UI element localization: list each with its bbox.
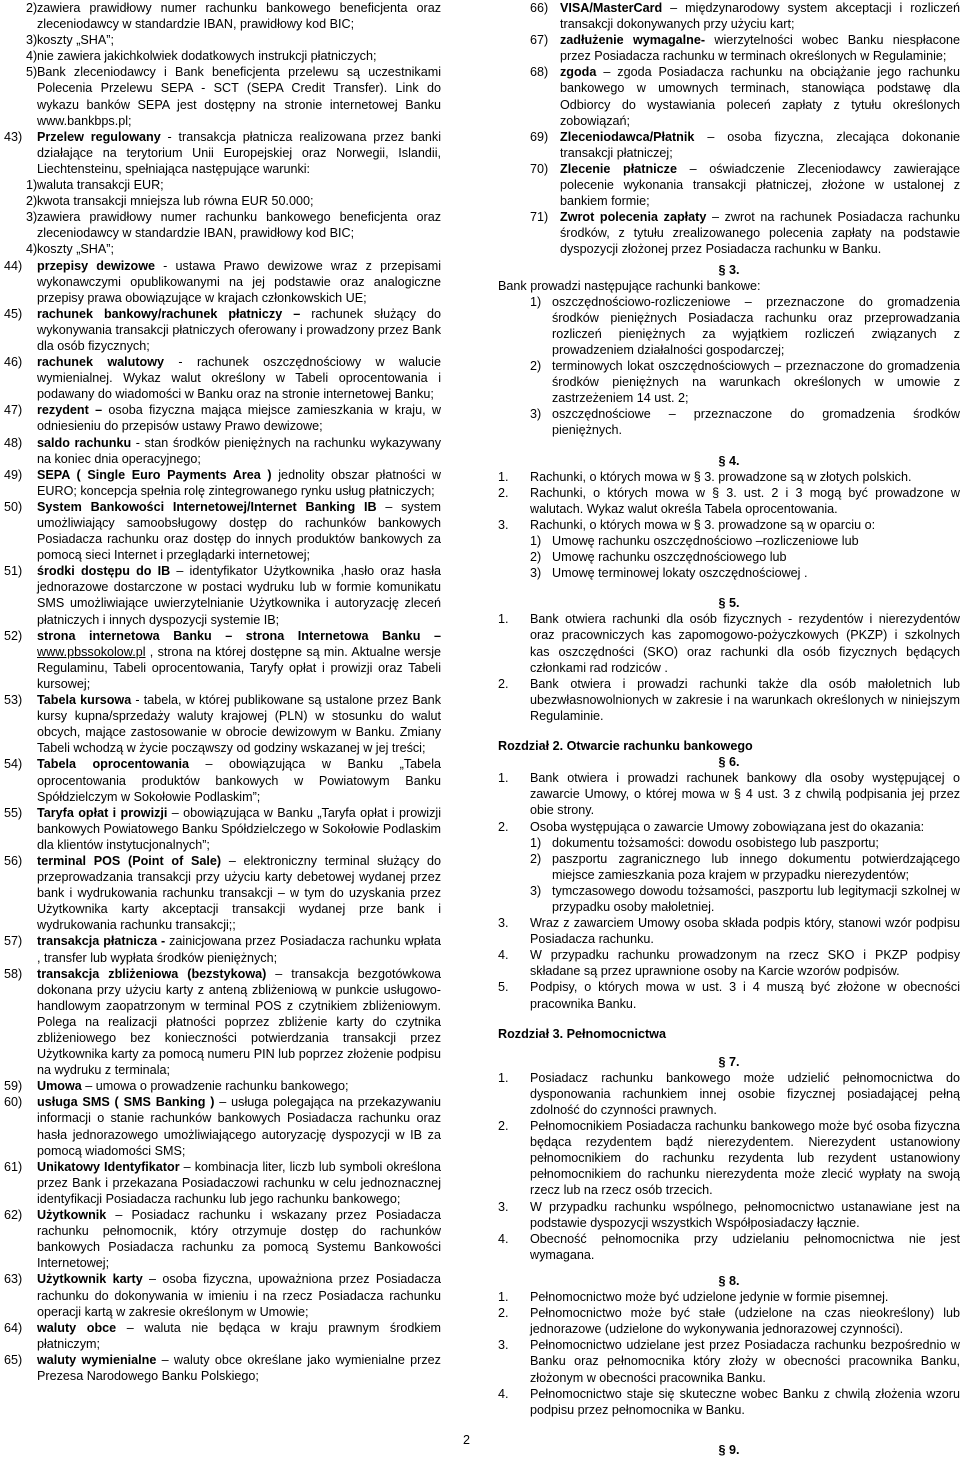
item-number: 66)	[530, 1, 549, 15]
item-text: Bank otwiera rachunki dla osób fizycznych - rezydentów i nierezydentów oraz pracowniczych kas zapomogowo-pożyczkowych (PKZP) i szkolnych kas oszczędności (SKO) oraz rachunki dla osób fizycznych będących członkami rad rodziców .	[530, 612, 960, 675]
item-text	[37, 628, 441, 692]
item-number: 1)	[26, 178, 38, 193]
item-text	[37, 1094, 441, 1158]
list-item	[498, 294, 960, 358]
text-run: - transakcja płatnicza realizowana przez banki działające na terytorium Unii Europejskiej oraz Norwegii, Islandii, Liechtensteinu, spełniająca następujące warunki:	[37, 129, 441, 176]
text-run: – waluty obce określane jako wymienialne przez Prezesa Narodowego Banku Polskiego;	[37, 1352, 441, 1383]
list-item	[498, 549, 960, 565]
page-number: 2	[463, 1433, 471, 1447]
item-number: 2.	[498, 676, 509, 691]
item-text	[37, 435, 441, 467]
item-text: Pełnomocnictwo może być udzielone jedynie w formie pisemnej.	[530, 1290, 889, 1305]
term: rachunek bankowy/rachunek płatniczy –	[37, 306, 301, 321]
item-text: Pełnomocnikiem Posiadacza rachunku bankowego może być osoba fizyczna będąca rezydentem bądź nierezydentem. Nierezydent ustanowiony pełnomocnikiem do rachunku rezydenta lub rezydent ustanowiony pełnomocnikiem do rachunku nierezydenta może zlecić wypłaty na swoją rzecz lub na rzecz osób trzecich.	[530, 1119, 960, 1198]
definition-item	[498, 0, 960, 32]
list-item	[4, 628, 441, 692]
spacer	[498, 724, 960, 738]
right-column	[498, 0, 960, 1458]
item-number: 59)	[4, 1079, 23, 1094]
item-number: 67)	[530, 33, 549, 48]
definition-item	[498, 64, 960, 128]
text-run: – osoba fizyczna, zlecająca dokonanie transakcji płatniczej;	[560, 129, 960, 160]
item-text: Bank otwiera i prowadzi rachunki także dla osób małoletnich lub ubezwłasnowolnionych w zakresie i na warunkach określonych w niniejszym Regulaminie.	[530, 676, 960, 723]
term: System Bankowości Internetowej/Internet Banking IB	[37, 499, 377, 514]
item-text	[560, 129, 960, 161]
list-item	[498, 819, 960, 835]
item-number: 2)	[26, 1, 38, 15]
list-item	[498, 611, 960, 675]
text-run: – osoba fizyczna, upoważniona przez Posiadacza rachunku do dokonywania w imieniu i na rzecz Posiadacza rachunku operacji kartą w zakresie określonym w Umowie;	[37, 1272, 441, 1319]
term: Użytkownik	[37, 1208, 107, 1223]
section-title: § 6.	[718, 755, 740, 770]
item-number: 4.	[498, 1231, 509, 1246]
item-text	[560, 209, 960, 257]
item-number: 5)	[26, 65, 38, 80]
term: transakcja płatnicza -	[37, 934, 166, 949]
text-run: - stan środków pieniężnych na rachunku wykazywany na koniec dnia operacyjnego;	[37, 435, 441, 466]
text-run: – elektroniczny terminal służący do przeprowadzania transakcji przy użyciu karty debetowej wydanej przez bank i wydrukowania rachunku transakcji – w tym do uzyskania przez Użytkownika karty akceptacji transakcji wydanej prze bank i wydrukowania rachunku transakcji;;	[37, 853, 441, 933]
list-item	[4, 209, 441, 241]
item-text	[37, 258, 441, 306]
term: Tabela oprocentowania	[37, 757, 190, 772]
item-text	[37, 402, 441, 434]
item-text	[37, 1271, 441, 1319]
term: Taryfa opłat i prowizji	[37, 805, 168, 820]
list-item	[498, 358, 960, 406]
list-item	[498, 883, 960, 915]
list-item	[498, 851, 960, 883]
term: Przelew regulowany	[37, 129, 161, 144]
text-run: – usługa polegająca na przekazywaniu informacji o stanie rachunków bankowych Posiadacza rachunku oraz hasła jednorazowego umożliwiającego autoryzację dyspozycji w IB za pomocą wiadomości SMS;	[37, 1095, 442, 1158]
item-number: 1.	[498, 612, 509, 627]
item-text	[37, 499, 441, 563]
list-item	[4, 1207, 441, 1271]
item-number: 62)	[4, 1208, 23, 1223]
list-item	[4, 258, 441, 306]
item-number: 61)	[4, 1159, 23, 1174]
definition-item	[498, 161, 960, 209]
item-number: 4.	[498, 1386, 509, 1401]
term: usługa SMS ( SMS Banking )	[37, 1095, 215, 1110]
item-text	[37, 692, 441, 756]
item-number: 55)	[4, 805, 23, 820]
item-text	[37, 64, 441, 128]
item-number: 49)	[4, 467, 23, 482]
list-item	[498, 565, 960, 581]
item-number: 3.	[498, 916, 509, 931]
term: VISA/MasterCard	[560, 1, 663, 15]
item-text	[37, 966, 441, 1079]
item-text: Umowę rachunku oszczędnościowego lub	[552, 550, 787, 565]
item-text	[560, 64, 960, 128]
item-number: 2.	[498, 485, 509, 500]
list-item	[4, 177, 441, 193]
text-run: Bank zleceniodawcy i Bank beneficjenta przelewu są uczestnikami Polecenia Przelewu SEPA - SCT (SEPA Credit Transfer). Link do wykazu banków SEPA jest dostępny na stronie internetowej Banku www.bankbps.pl;	[37, 65, 441, 128]
item-number: 53)	[4, 693, 23, 708]
term: terminal POS (Point of Sale)	[37, 853, 222, 868]
item-text: oszczędnościowo-rozliczeniowe – przeznaczone do gromadzenia środków pieniężnych Posiadacza rachunku oraz przeprowadzania rozliczeń pieniężnych za wyjątkiem rozliczeń związanych z prowadzeniem działalności gospodarczej;	[552, 294, 960, 357]
list-item	[4, 966, 441, 1079]
text-run: - ustawa Prawo dewizowe wraz z przepisami wykonawczymi opublikowanymi na jej podstawie oraz analogiczne przepisy prawa obowiązujące w krajach członkowskich UE;	[37, 258, 441, 305]
item-number: 1.	[498, 1290, 509, 1305]
item-number: 3.	[498, 517, 509, 532]
item-number: 45)	[4, 306, 23, 321]
text-run: kwota transakcji mniejsza lub równa EUR 50.000;	[37, 194, 314, 209]
spacer	[498, 1263, 960, 1273]
item-text: Umowę terminowej lokaty oszczędnościowej .	[552, 566, 808, 581]
section-title: § 7.	[718, 1054, 740, 1069]
term: saldo rachunku	[37, 435, 132, 450]
item-text: dokumentu tożsamości: dowodu osobistego lub paszportu;	[552, 835, 879, 850]
list-item	[4, 129, 441, 177]
list-item	[498, 676, 960, 724]
text-run: zawiera prawidłowy numer rachunku bankowego beneficjenta oraz zleceniodawcy w standardzie IBAN, prawidłowy kod BIC;	[37, 1, 441, 32]
item-number: 4.	[498, 948, 509, 963]
item-number: 3)	[530, 407, 542, 422]
term: Zwrot polecenia zapłaty	[560, 210, 707, 225]
list-item	[4, 435, 441, 467]
item-text	[37, 1078, 441, 1094]
text-run: – zgoda Posiadacza rachunku na obciążanie jego rachunku bankowego w umownych terminach, stanowiąca podstawę dla Odbiorcy do wystawiania poleceń zapłaty z tytułu określonych zobowiązań;	[560, 65, 960, 128]
list-item	[498, 770, 960, 818]
list-item	[4, 805, 441, 853]
list-item	[498, 469, 960, 485]
item-text	[37, 129, 441, 177]
text-run: – umowa o prowadzenie rachunku bankowego;	[81, 1079, 349, 1094]
list-item	[4, 1159, 441, 1207]
item-number: 3.	[498, 1338, 509, 1353]
text-run: jednolity obszar płatności w EURO; koncepcja spełnia rolę zintegrowanego rynku usług płatniczych;	[37, 467, 441, 498]
term: SEPA ( Single Euro Payments Area )	[37, 467, 272, 482]
spacer	[498, 439, 960, 453]
item-text: tymczasowego dowodu tożsamości, paszportu lub legitymacji szkolnej w przypadku osoby małoletniej.	[552, 883, 960, 914]
item-number: 50)	[4, 499, 23, 514]
item-text	[37, 1320, 441, 1352]
text-run: – obowiązująca w Banku „Taryfa opłat i prowizji bankowych Powiatowego Banku Spółdzielczego w Sokołowie Podlaskim dla klientów instytucjonalnych”;	[37, 805, 441, 852]
list-item	[4, 354, 441, 402]
item-number: 2.	[498, 1119, 509, 1134]
list-item	[498, 1289, 960, 1305]
list-item	[4, 64, 441, 128]
spacer	[498, 581, 960, 595]
item-number: 71)	[530, 210, 549, 225]
item-number: 4)	[26, 242, 38, 257]
item-number: 56)	[4, 853, 23, 868]
item-text	[37, 853, 441, 933]
item-text	[37, 1159, 441, 1207]
list-item	[4, 1078, 441, 1094]
text-run: – identyfikator Użytkownika ,hasło oraz hasła jednorazowe dostarczone w postaci wydruku lub w formie komunikatu SMS umożliwiające uwierzytelnianie Użytkownika i autoryzację zleceń płatniczych i innych dyspozycji systemie IB;	[37, 564, 441, 627]
list-item	[4, 402, 441, 434]
list-item	[4, 1320, 441, 1352]
item-number: 52)	[4, 628, 23, 643]
item-number: 2)	[530, 359, 542, 374]
term: Unikatowy Identyfikator	[37, 1159, 180, 1174]
item-number: 3)	[26, 210, 38, 225]
item-text	[37, 193, 441, 209]
link-text: www.pbssokolow.pl	[37, 644, 146, 659]
term: zadłużenie wymagalne-	[560, 33, 706, 48]
list-item	[498, 1118, 960, 1198]
item-number: 60)	[4, 1095, 23, 1110]
item-number: 65)	[4, 1352, 23, 1367]
item-text: Podpisy, o których mowa w ust. 3 i 4 muszą być złożone w obecności pracownika Banku.	[530, 980, 960, 1011]
list-item	[4, 32, 441, 48]
item-text	[37, 48, 441, 64]
text-run: osoba fizyczna mająca miejsce zamieszkania w kraju, w odniesieniu do przepisów ustawy Prawo dewizowe;	[37, 403, 441, 434]
item-text	[37, 354, 441, 402]
list-item	[498, 533, 960, 549]
item-text	[37, 933, 441, 965]
item-text: Umowę rachunku oszczędnościowo –rozliczeniowe lub	[552, 534, 859, 548]
text-run: – transakcja bezgotówkowa dokonana przy użyciu karty z anteną zbliżeniową w punkcie usługowo-handlowym zaopatrzonym w terminal POS z czytnikiem zbliżeniowym. Polega na realizacji płatności poprzez zbliżenie karty do czytnika zbliżeniowego bez konieczności potwierdzania transakcji przez Użytkownika karty za pomocą numeru PIN lub poprzez złożenie podpisu na wydruku z terminala;	[37, 966, 441, 1078]
chapter-heading: Rozdział 3. Pełnomocnictwa	[498, 1026, 666, 1041]
item-number: 1)	[530, 534, 542, 548]
item-text	[37, 563, 441, 627]
item-number: 5.	[498, 980, 509, 995]
term: zgoda	[560, 65, 597, 80]
list-item	[498, 915, 960, 947]
list-item	[498, 835, 960, 851]
item-text	[37, 306, 441, 354]
term: przepisy dewizowe	[37, 258, 156, 273]
list-item	[498, 485, 960, 517]
spacer	[498, 1012, 960, 1026]
item-text: paszportu zagranicznego lub innego dokumentu potwierdzającego miejsce zamieszkania poza krajem w przypadku nierezydentów;	[552, 851, 960, 882]
item-number: 1.	[498, 1070, 509, 1085]
text-run: – waluta nie będąca w kraju prawnym środkiem płatniczym;	[37, 1320, 442, 1351]
left-column	[4, 0, 441, 1384]
text-run: – oświadczenie Zleceniodawcy zawierające polecenie wykonania transakcji płatniczej, złożone w ustalonej z bankiem formie;	[560, 161, 960, 209]
text-run: , strona na której dostępne są min. Aktualne wersje Regulaminu, Tabeli oprocentowania, Taryfy opłat i prowizji oraz Tabeli kursowej;	[37, 644, 441, 691]
list-item	[498, 406, 960, 438]
term: rachunek walutowy	[37, 355, 165, 370]
term: transakcja zbliżeniowa (bezstykowa)	[37, 966, 267, 981]
item-text: Posiadacz rachunku bankowego może udzielić pełnomocnictwa do dysponowania rachunkiem innej osobie fizycznej posiadającej pełną zdolność do czynności prawnych.	[530, 1070, 960, 1117]
item-text	[560, 161, 960, 209]
text-run: – międzynarodowy system akceptacji i rozliczeń transakcji dokonywanych przy użyciu kart;	[560, 1, 960, 32]
list-item	[4, 563, 441, 627]
item-text: Osoba występująca o zawarcie Umowy zobowiązana jest do okazania:	[530, 819, 925, 834]
section-title: § 5.	[718, 596, 740, 611]
item-number: 44)	[4, 258, 23, 273]
list-item	[4, 692, 441, 756]
item-text	[37, 1352, 441, 1384]
list-item	[4, 467, 441, 499]
definition-item	[498, 209, 960, 257]
item-number: 69)	[530, 129, 549, 144]
item-number: 1)	[530, 835, 542, 850]
item-text: W przypadku rachunku wspólnego, pełnomocnictwo ustanawiane jest na podstawie dyspozycji wszystkich Współposiadaczy łącznie.	[530, 1199, 960, 1230]
text-run: waluta transakcji EUR;	[37, 178, 164, 193]
spacer	[498, 1042, 960, 1054]
definition-item	[498, 32, 960, 64]
term: Zlecenie płatnicze	[560, 161, 677, 176]
item-number: 43)	[4, 129, 23, 144]
item-number: 1)	[530, 294, 542, 309]
term: waluty obce	[37, 1320, 117, 1335]
term: Umowa	[37, 1079, 82, 1094]
item-text	[37, 32, 441, 48]
text-run: – obowiązująca w Banku „Tabela oprocentowania produktów bankowych w Powiatowym Banku Spółdzielczym w Sokołowie Podlaskim”;	[37, 757, 441, 804]
term: waluty wymienialne	[37, 1352, 157, 1367]
item-number: 4)	[26, 49, 38, 64]
item-text: Pełnomocnictwo staje się skuteczne wobec Banku z chwilą złożenia wzoru podpisu przez pełnomocnika w Banku.	[530, 1386, 960, 1417]
item-number: 3)	[530, 883, 542, 898]
list-item	[4, 756, 441, 804]
item-number: 2.	[498, 1306, 509, 1321]
item-text	[37, 209, 441, 241]
section-title: § 4.	[718, 453, 740, 468]
list-item	[4, 1271, 441, 1319]
item-text: W przypadku rachunku prowadzonym na rzecz SKO i PKZP podpisy składane są przez uprawnione osoby na Karcie wzorów podpisów.	[530, 948, 960, 979]
list-item	[4, 1094, 441, 1158]
list-item	[498, 1305, 960, 1337]
item-text: Obecność pełnomocnika przy udzielaniu pełnomocnictwa nie jest wymagana.	[530, 1231, 960, 1262]
list-item	[4, 933, 441, 965]
item-text: Pełnomocnictwo może być stałe (udzielone na czas nieokreślony) lub jednorazowe (udzielone do wykonywania jednorazowej czynności).	[530, 1306, 960, 1337]
item-text	[560, 0, 960, 32]
item-number: 3.	[498, 1199, 509, 1214]
item-text: Wraz z zawarciem Umowy osoba składa podpis który, stanowi wzór podpisu Posiadacza rachunku.	[530, 916, 960, 947]
list-item	[4, 193, 441, 209]
term: środki dostępu do IB	[37, 564, 171, 579]
item-number: 64)	[4, 1320, 23, 1335]
list-item	[4, 241, 441, 257]
item-number: 2)	[530, 550, 542, 565]
item-text	[37, 177, 441, 193]
text-run: - rachunek oszczędnościowy w walucie wymienialnej. Wykaz walut określony w Tabeli oprocentowania i podawany do wiadomości w Banku oraz na stronie internetowej Banku;	[37, 355, 441, 402]
list-item	[4, 1352, 441, 1384]
text-run: rachunek służący do wykonywania transakcji płatniczych oferowany i prowadzony przez Bank dla osób fizycznych;	[37, 306, 442, 353]
list-item	[498, 1199, 960, 1231]
item-text	[37, 756, 441, 804]
item-number: 58)	[4, 966, 23, 981]
item-text	[560, 32, 960, 64]
list-item	[498, 1386, 960, 1418]
item-number: 2)	[26, 194, 38, 209]
term: Zleceniodawca/Płatnik	[560, 129, 695, 144]
item-number: 51)	[4, 564, 23, 579]
item-text: Rachunki, o których mowa w § 3. prowadzone są w oparciu o:	[530, 517, 876, 532]
text-run: – Posiadacz rachunku i wskazany przez Posiadacza rachunku pełnomocnik, który otrzymuje dostęp do rachunków bankowych Posiadacza rachunku za pomocą Systemu Bankowości Internetowej;	[37, 1208, 441, 1271]
item-number: 68)	[530, 65, 549, 80]
item-number: 70)	[530, 161, 549, 176]
item-text	[37, 241, 441, 257]
section-title: § 9.	[718, 1442, 740, 1457]
item-text	[37, 0, 441, 32]
list-item	[498, 1070, 960, 1118]
text-run: – zwrot na rachunek Posiadacza rachunku środków, z tytułu zrealizowanego polecenia zapłaty na podstawie dyspozycji złożonej przez Posiadacza rachunku w Banku.	[560, 210, 960, 257]
item-number: 48)	[4, 435, 23, 450]
item-text: Rachunki, o których mowa w § 3. prowadzone są w złotych polskich.	[530, 469, 912, 484]
item-text: terminowych lokat oszczędnościowych – przeznaczone do gromadzenia środków pieniężnych na warunkach określonych w umowie z zastrzeżeniem 14 ust. 2;	[552, 359, 960, 406]
section-title: § 8.	[718, 1273, 740, 1288]
item-number: 57)	[4, 934, 23, 949]
text-run: koszty „SHA”;	[37, 33, 114, 48]
section-intro: Bank prowadzi następujące rachunki bankowe:	[498, 278, 761, 293]
item-text: Pełnomocnictwo udzielane jest przez Posiadacza rachunku bezpośrednio w Banku oraz pełnomocnika który złoży w obecności pracownika Banku, złożonym w obecności pracownika Banku.	[530, 1338, 960, 1385]
term: rezydent –	[37, 403, 103, 418]
item-text: oszczędnościowe – przeznaczone do gromadzenia środków pieniężnych.	[552, 407, 960, 438]
list-item	[498, 517, 960, 533]
item-text	[37, 805, 441, 853]
item-number: 2.	[498, 819, 509, 834]
item-number: 2)	[530, 851, 542, 866]
text-run: koszty „SHA”;	[37, 242, 114, 257]
list-item	[4, 306, 441, 354]
list-item	[4, 48, 441, 64]
item-number: 46)	[4, 355, 23, 370]
list-item	[498, 1337, 960, 1385]
item-number: 3)	[530, 566, 542, 581]
text-run: zawiera prawidłowy numer rachunku bankowego beneficjenta oraz zleceniodawcy w standardzie IBAN, prawidłowy kod BIC;	[37, 210, 441, 241]
item-text	[37, 1207, 441, 1271]
text-run: – kombinacja liter, liczb lub symboli określona przez Bank i przekazana Posiadaczowi rachunku w celu jednoznacznej identyfikacji Posiadacza rachunku lub jego rachunku bankowego;	[37, 1159, 441, 1206]
list-item	[498, 947, 960, 979]
term: strona internetowa Banku – strona Internetowa Banku –	[37, 628, 441, 643]
text-run: zainicjowana przez Posiadacza rachunku wpłata , transfer lub wypłata środków pieniężnych;	[37, 934, 442, 965]
item-text: Bank otwiera i prowadzi rachunek bankowy dla osoby występującej o zawarcie Umowy, o której mowa w § 4 ust. 3 z chwilą podpisania jej przez obie strony.	[530, 771, 960, 818]
item-number: 1.	[498, 469, 509, 484]
item-number: 1.	[498, 771, 509, 786]
item-number: 3)	[26, 33, 38, 48]
list-item	[4, 853, 441, 933]
text-run: wierzytelności wobec Banku niespłacone przez Posiadacza rachunku w terminach określonych w Regulaminie;	[560, 33, 960, 64]
text-run: nie zawiera jakichkolwiek dodatkowych instrukcji płatniczych;	[37, 49, 377, 64]
term: Tabela kursowa	[37, 693, 132, 708]
list-item	[498, 979, 960, 1011]
item-text: Rachunki, o których mowa w § 3. ust. 2 i 3 mogą być prowadzone w walutach. Wykaz walut określa Tabela oprocentowania.	[530, 485, 960, 516]
item-number: 47)	[4, 403, 23, 418]
list-item	[498, 1231, 960, 1263]
section-title: § 3.	[718, 262, 740, 277]
item-number: 54)	[4, 757, 23, 772]
item-text	[37, 467, 441, 499]
text-run: - tabela, w której publikowane są ustalone przez Bank kursy kupna/sprzedaży waluty krajowej (PLN) w stosunku do walut obcych, mające zastosowanie w obrocie dewizowym w Banku. Zmiany Tabeli wchodzą w życie począwszy od godziny wskazanej w jej treści;	[37, 693, 441, 756]
definition-item	[498, 129, 960, 161]
spacer	[498, 1418, 960, 1442]
term: Użytkownik karty	[37, 1272, 143, 1287]
chapter-heading: Rozdział 2. Otwarcie rachunku bankowego	[498, 739, 753, 754]
list-item	[4, 0, 441, 32]
text-run: – system umożliwiający samoobsługowy dostęp do rachunków bankowych Posiadacza rachunku oraz dostęp do innych produktów bankowych za pomocą sieci Internet i przeglądarki internetowej;	[37, 499, 441, 563]
list-item	[4, 499, 441, 563]
item-number: 63)	[4, 1272, 23, 1287]
